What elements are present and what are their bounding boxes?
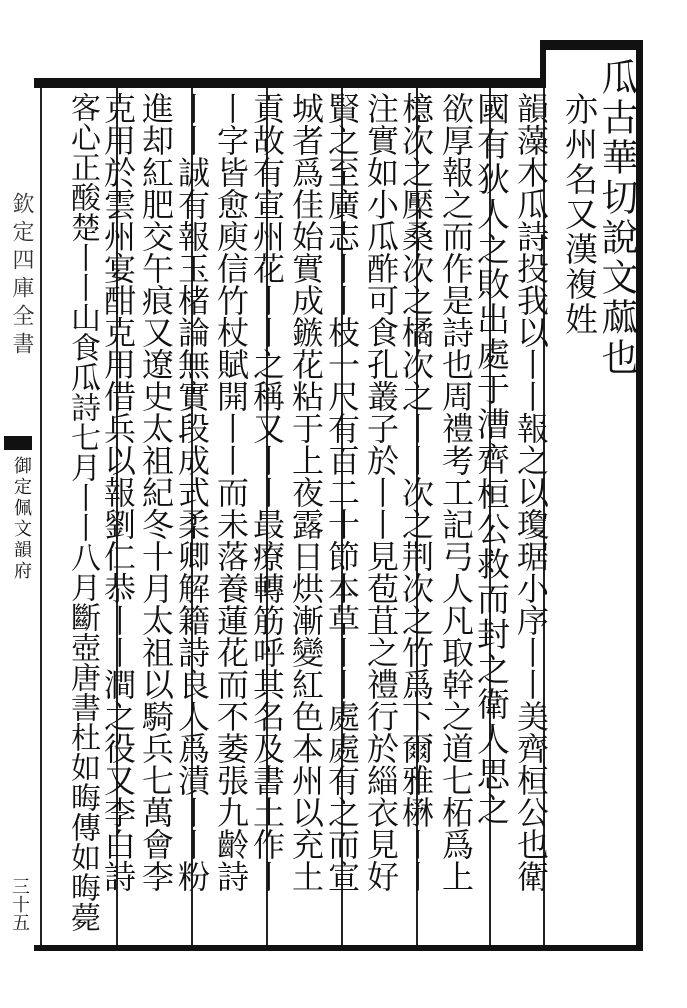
text-column: 丨丨誠有報玉楮論無實段成式柔卿解籍詩良人爲漬丨丨粉 — [173, 92, 211, 892]
text-column: 進却紅肥交午痕又遼史太祖紀冬十月太祖以騎兵七萬會李 — [137, 92, 175, 892]
text-column: 丨字皆愈庾信竹杖賦開丨丨而未落養蓮花而不萎張九齡詩 — [212, 92, 250, 892]
book-title: 御定佩文韻府 — [11, 456, 32, 582]
text-column: 賢之至廣志丨丨枝一尺有百二十節本草丨丨處處有之而宣 — [323, 92, 361, 892]
text-column: 亦州名又漢複姓 — [560, 92, 599, 337]
text-column: 克用於雲州宴酣克用借兵以報劉仁恭丨丨澗之役又李白詩 — [99, 92, 137, 892]
text-column: 客心正酸楚丨丨山食瓜詩七月丨丨八月斷壺唐書杜如晦傳如晦薨 — [65, 92, 100, 932]
frame-border-top — [34, 78, 540, 88]
head-character-column: 瓜古華切說文蓏也 — [595, 58, 638, 378]
page-number: 三十五 — [9, 877, 30, 931]
text-column: 檍次之檿桑次之橘次之丨丨次之荆次之竹爲下爾雅楙丨丨 — [397, 92, 435, 892]
frame-border-top-head — [540, 40, 643, 50]
text-column: 城者爲佳始實成鏃花粘于上夜露日烘漸變紅色本州以充土 — [287, 92, 325, 892]
text-column: 國有狄人之敗出處于漕齊桓公救而封之衛人思之 — [472, 92, 511, 827]
frame-border-bottom — [34, 945, 643, 951]
frame-border-step — [540, 40, 546, 88]
text-column: 欲厚報之而作是詩也周禮考工記弓人凡取幹之道七柘爲上 — [437, 92, 475, 892]
text-column: 韻藻木瓜詩投我以丨丨報之以瓊琚小序丨丨美齊桓公也衛 — [512, 92, 550, 892]
text-column: 注實如小瓜酢可食孔叢子於丨丨見苞苴之禮行於緇衣見好 — [362, 92, 400, 892]
text-column: 貢故有宣州花丨丨之稱又丨丨最療轉筋呼其名及書土作丨 — [248, 92, 286, 892]
running-title: 欽定四庫全書 — [9, 192, 34, 360]
